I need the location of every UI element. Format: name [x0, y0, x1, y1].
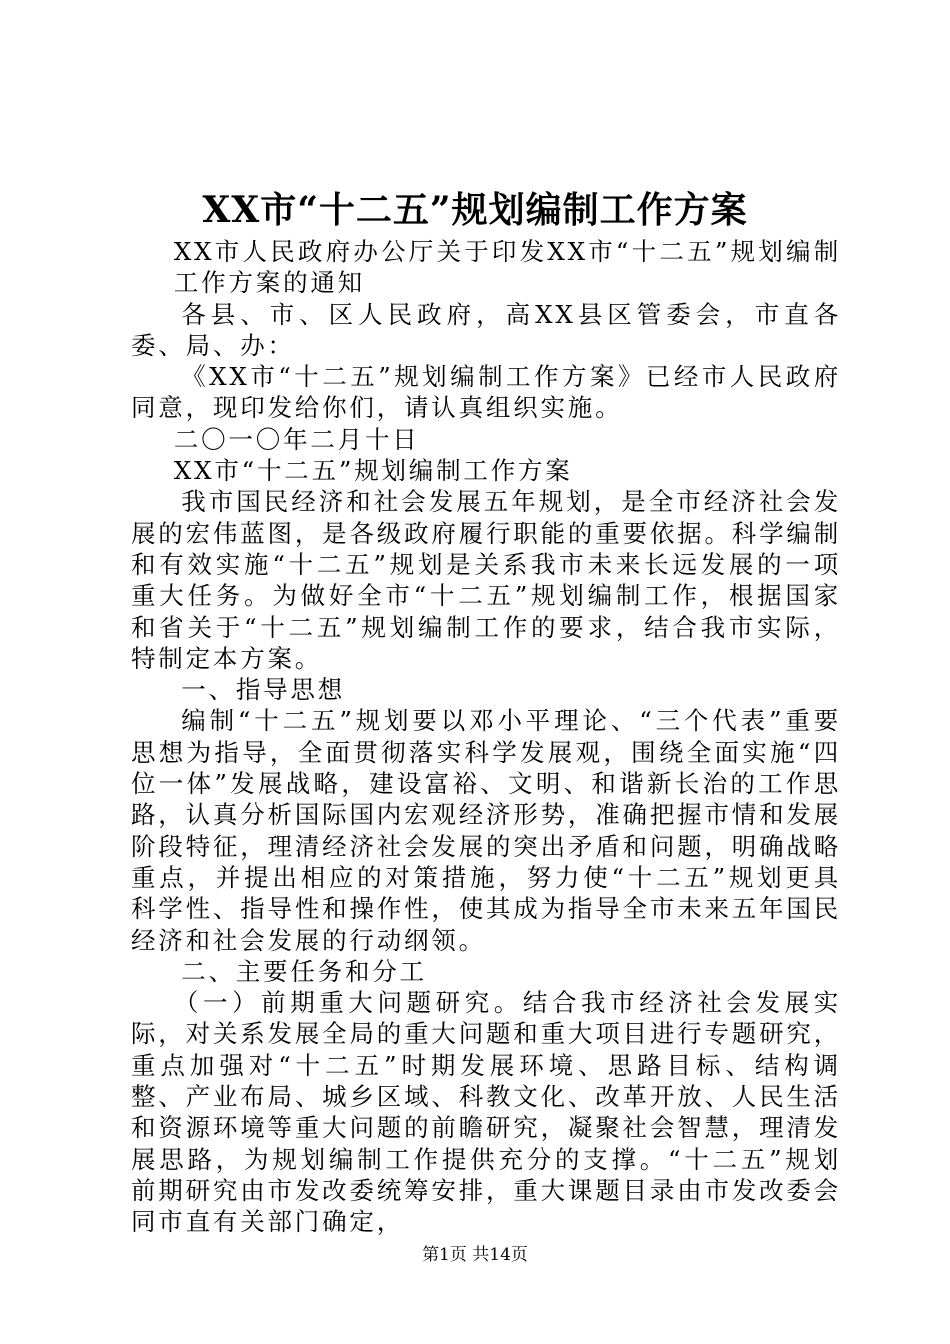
guiding-thought-paragraph: 编制“十二五”规划要以邓小平理论、“三个代表”重要思想为指导，全面贯彻落实科学发展观，围绕全面实施“四位一体”发展战略，建设富裕、文明、和谐新长治的工作思路，认真分析国际国内宏观经济形势，准确把握市情和发展阶段特征，理清经济社会发展的突出矛盾和问题，明确战略重点，并提出相应的对策措施，努力使“十二五”规划更具科学性、指导性和操作性，使其成为指导全市未来五年国民经济和社会发展的行动纲领。 — [131, 706, 841, 955]
page-number-footer: 第1页 共14页 — [422, 1245, 528, 1265]
document-body — [131, 236, 841, 1238]
document-title: XX市“十二五”规划编制工作方案 — [202, 189, 748, 231]
recipients-line: 各县、市、区人民政府，高XX县区管委会，市直各委、局、办： — [131, 299, 841, 360]
tasks-paragraph-1: （一）前期重大问题研究。结合我市经济社会发展实际，对关系发展全局的重大问题和重大项目进行专题研究，重点加强对“十二五”时期发展环境、思路目标、结构调整、产业布局、城乡区域、科教文化、改革开放、人民生活和资源环境等重大问题的前瞻研究，凝聚社会智慧，理清发展思路，为规划编制工作提供充分的支撑。“十二五”规划前期研究由市发改委统筹安排，重大课题目录由市发改委会同市直有关部门确定， — [131, 988, 841, 1237]
plan-subtitle: XX市“十二五”规划编制工作方案 — [173, 456, 573, 486]
notice-body: 《XX市“十二五”规划编制工作方案》已经市人民政府同意，现印发给你们，请认真组织实施。 — [131, 362, 841, 423]
section-heading-tasks: 二、主要任务和分工 — [181, 956, 427, 986]
notice-heading: XX市人民政府办公厅关于印发XX市“十二五”规划编制工作方案的通知 — [173, 237, 841, 298]
section-heading-guiding-thought: 一、指导思想 — [181, 675, 346, 705]
notice-date: 二〇一〇年二月十日 — [173, 424, 420, 454]
intro-paragraph: 我市国民经济和社会发展五年规划，是全市经济社会发展的宏伟蓝图，是各级政府履行职能的重要依据。科学编制和有效实施“十二五”规划是关系我市未来长远发展的一项重大任务。为做好全市“十二五”规划编制工作，根据国家和省关于“十二五”规划编制工作的要求，结合我市实际，特制定本方案。 — [131, 487, 841, 673]
